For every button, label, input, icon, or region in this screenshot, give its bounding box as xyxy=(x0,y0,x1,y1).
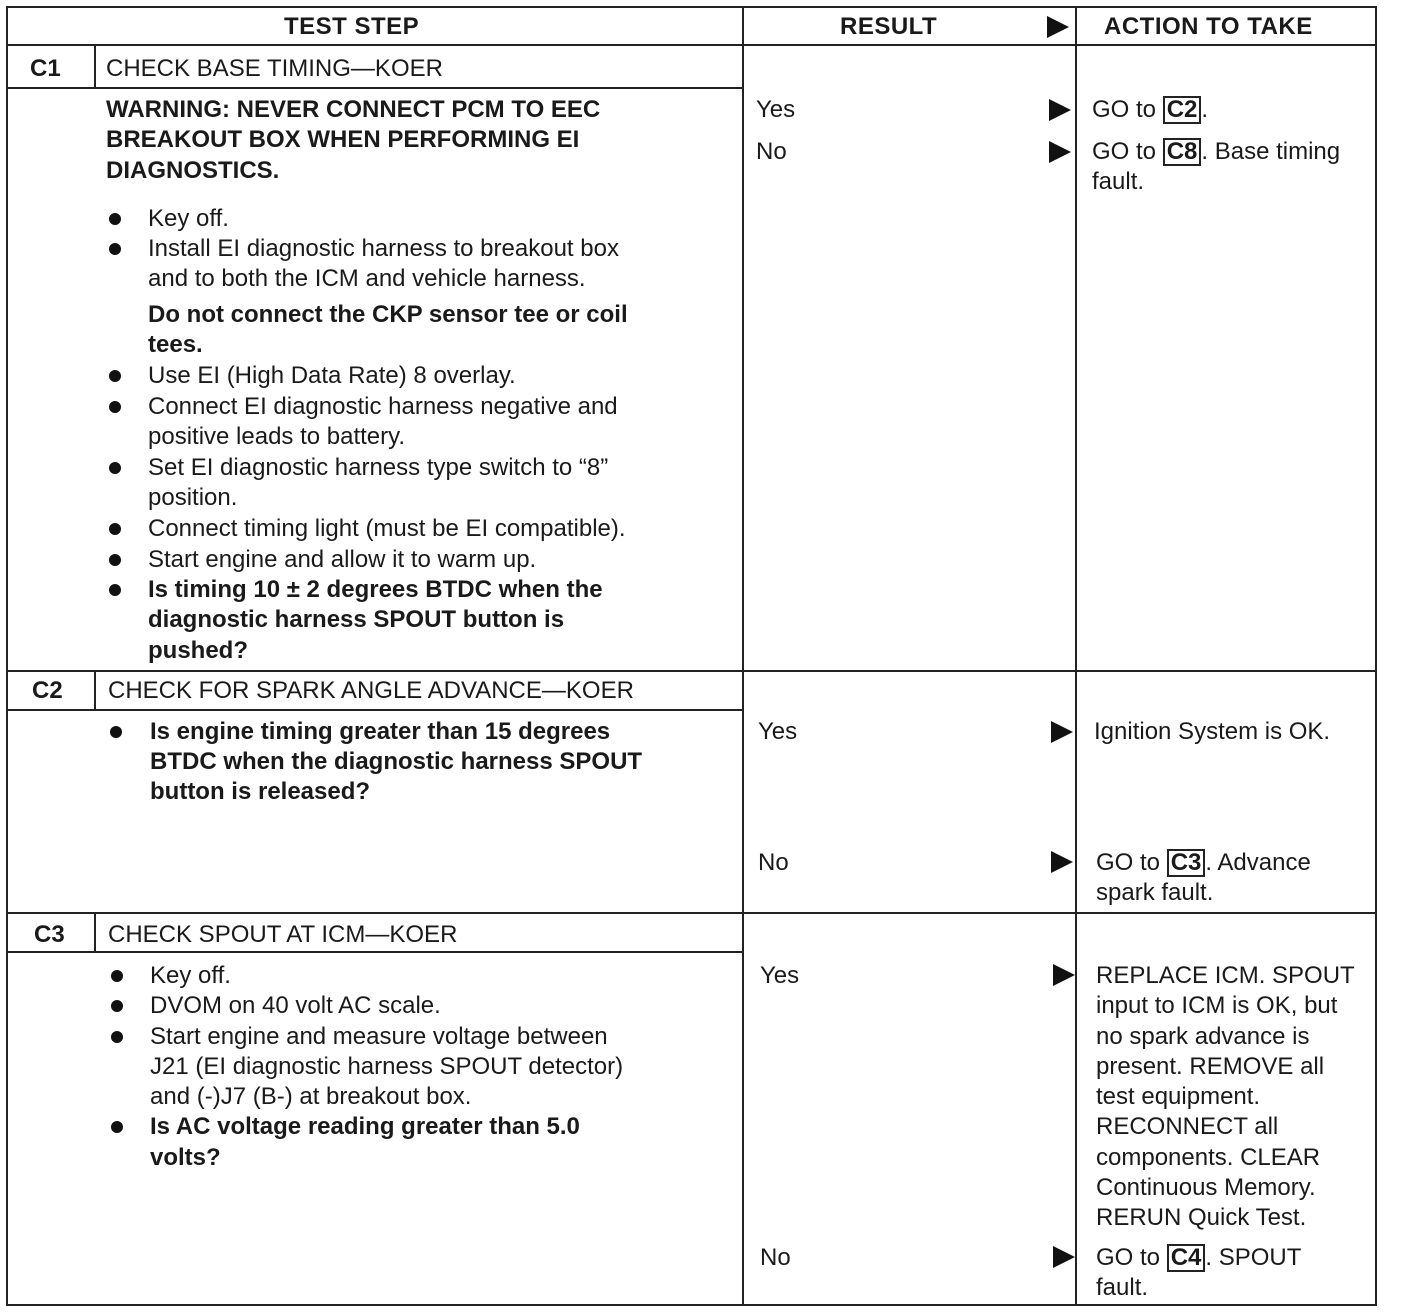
row-rule-c2 xyxy=(6,670,1377,672)
c3-action-yes-line: present. REMOVE all xyxy=(1096,1053,1325,1080)
action-text: GO to xyxy=(1092,138,1163,165)
c2-result-no: No xyxy=(758,849,789,876)
bullet-icon xyxy=(111,1000,123,1012)
arrow-icon xyxy=(1053,964,1075,986)
c2-step-question: BTDC when the diagnostic harness SPOUT xyxy=(150,748,643,775)
c3-action-no xyxy=(1096,1243,1301,1273)
bullet-icon xyxy=(109,523,121,535)
arrow-icon xyxy=(1053,1246,1075,1268)
c2-action-yes: Ignition System is OK. xyxy=(1094,718,1331,745)
c1-step-text: Start engine and allow it to warm up. xyxy=(148,546,537,573)
c1-step-note: tees. xyxy=(148,331,203,358)
arrow-icon xyxy=(1051,721,1073,743)
c3-result-yes: Yes xyxy=(760,962,800,989)
table-border-top xyxy=(6,6,1376,8)
action-text: . Advance xyxy=(1205,849,1311,876)
bullet-icon xyxy=(110,726,122,738)
table-border-bottom xyxy=(6,1304,1377,1306)
c1-warning-line: DIAGNOSTICS. xyxy=(106,157,280,184)
c1-step-note: Do not connect the CKP sensor tee or coil xyxy=(148,301,628,328)
c3-action-yes-line: test equipment. xyxy=(1096,1083,1261,1110)
c1-step-text: position. xyxy=(148,484,238,511)
c2-action-no-line2: spark fault. xyxy=(1096,879,1214,906)
c3-step-question: volts? xyxy=(150,1144,221,1171)
column-rule-1 xyxy=(742,6,744,1306)
c2-step-question: button is released? xyxy=(150,778,371,805)
c3-step-question: Is AC voltage reading greater than 5.0 xyxy=(150,1113,580,1140)
c1-action-no-line2: fault. xyxy=(1092,168,1145,195)
c3-action-yes-line: components. CLEAR xyxy=(1096,1144,1321,1171)
header-arrow-icon xyxy=(1047,16,1069,38)
c3-action-yes-line: RERUN Quick Test. xyxy=(1096,1204,1307,1231)
c1-warning-line: BREAKOUT BOX WHEN PERFORMING EI xyxy=(106,126,580,153)
c1-step-text: positive leads to battery. xyxy=(148,423,406,450)
c3-step-text: and (-)J7 (B-) at breakout box. xyxy=(150,1083,472,1110)
bullet-icon xyxy=(109,584,121,596)
step-ref-c2[interactable]: C2 xyxy=(1163,96,1202,124)
bullet-icon xyxy=(109,370,121,382)
action-text: GO to xyxy=(1096,1244,1167,1271)
c3-step-title: CHECK SPOUT AT ICM—KOER xyxy=(108,921,458,948)
c1-result-no: No xyxy=(756,138,787,165)
bullet-icon xyxy=(109,401,121,413)
step-ref-c4[interactable]: C4 xyxy=(1167,1244,1206,1272)
c2-step-id: C2 xyxy=(32,677,63,704)
action-text: . SPOUT xyxy=(1205,1244,1302,1271)
c2-result-yes: Yes xyxy=(758,718,798,745)
c3-title-rule xyxy=(6,951,743,953)
c3-result-no: No xyxy=(760,1244,791,1271)
c1-step-text: Key off. xyxy=(148,205,229,232)
c1-step-text: and to both the ICM and vehicle harness. xyxy=(148,265,586,292)
c2-action-no xyxy=(1096,848,1311,878)
step-ref-c3[interactable]: C3 xyxy=(1167,849,1206,877)
header-result: RESULT xyxy=(840,13,938,40)
c1-step-text: Connect timing light (must be EI compatible). xyxy=(148,515,626,542)
c3-action-yes-line: input to ICM is OK, but xyxy=(1096,992,1338,1019)
bullet-icon xyxy=(111,1031,123,1043)
header-action: ACTION TO TAKE xyxy=(1104,13,1313,40)
c1-step-text: Connect EI diagnostic harness negative and xyxy=(148,393,618,420)
c1-action-yes xyxy=(1092,95,1208,125)
c1-step-question: diagnostic harness SPOUT button is xyxy=(148,606,565,633)
c2-title-rule xyxy=(6,709,743,711)
action-text: GO to xyxy=(1096,849,1167,876)
c1-step-title: CHECK BASE TIMING—KOER xyxy=(106,55,443,82)
table-border-left xyxy=(6,6,8,1306)
c1-step-question: Is timing 10 ± 2 degrees BTDC when the xyxy=(148,576,603,603)
c1-step-id: C1 xyxy=(30,55,61,82)
header-test-step: TEST STEP xyxy=(284,13,420,40)
c3-action-yes-line: REPLACE ICM. SPOUT xyxy=(1096,962,1355,989)
bullet-icon xyxy=(109,554,121,566)
bullet-icon xyxy=(111,1121,123,1133)
c2-step-title: CHECK FOR SPARK ANGLE ADVANCE—KOER xyxy=(108,677,634,704)
c1-step-text: Use EI (High Data Rate) 8 overlay. xyxy=(148,362,516,389)
action-text: GO to xyxy=(1092,96,1163,123)
c3-action-yes-line: RECONNECT all xyxy=(1096,1113,1279,1140)
bullet-icon xyxy=(111,970,123,982)
c1-id-divider xyxy=(94,46,96,88)
c3-step-text: Start engine and measure voltage between xyxy=(150,1023,608,1050)
step-ref-c8[interactable]: C8 xyxy=(1163,138,1202,166)
c1-action-no xyxy=(1092,137,1340,167)
c1-title-rule xyxy=(6,87,743,89)
c1-step-question: pushed? xyxy=(148,637,248,664)
c2-id-divider xyxy=(94,672,96,710)
arrow-icon xyxy=(1049,99,1071,121)
c1-step-text: Install EI diagnostic harness to breakout box xyxy=(148,235,619,262)
c3-step-id: C3 xyxy=(34,921,65,948)
action-text: . xyxy=(1201,96,1209,123)
c1-result-yes: Yes xyxy=(756,96,796,123)
column-rule-2 xyxy=(1075,6,1077,1306)
c3-step-text: Key off. xyxy=(150,962,231,989)
c3-step-text: J21 (EI diagnostic harness SPOUT detector) xyxy=(150,1053,624,1080)
c3-action-yes-line: Continuous Memory. xyxy=(1096,1174,1316,1201)
table-border-right xyxy=(1375,6,1377,1306)
bullet-icon xyxy=(109,213,121,225)
bullet-icon xyxy=(109,462,121,474)
c3-step-text: DVOM on 40 volt AC scale. xyxy=(150,992,441,1019)
arrow-icon xyxy=(1051,851,1073,873)
c2-step-question: Is engine timing greater than 15 degrees xyxy=(150,718,611,745)
arrow-icon xyxy=(1049,141,1071,163)
c1-step-text: Set EI diagnostic harness type switch to “8” xyxy=(148,454,609,481)
bullet-icon xyxy=(109,243,121,255)
c3-action-no-line2: fault. xyxy=(1096,1274,1149,1301)
c3-action-yes-line: no spark advance is xyxy=(1096,1023,1310,1050)
action-text: . Base timing xyxy=(1201,138,1341,165)
header-rule xyxy=(6,44,1376,46)
c1-warning-line: WARNING: NEVER CONNECT PCM TO EEC xyxy=(106,96,601,123)
row-rule-c3 xyxy=(6,912,1377,914)
c3-id-divider xyxy=(94,914,96,952)
